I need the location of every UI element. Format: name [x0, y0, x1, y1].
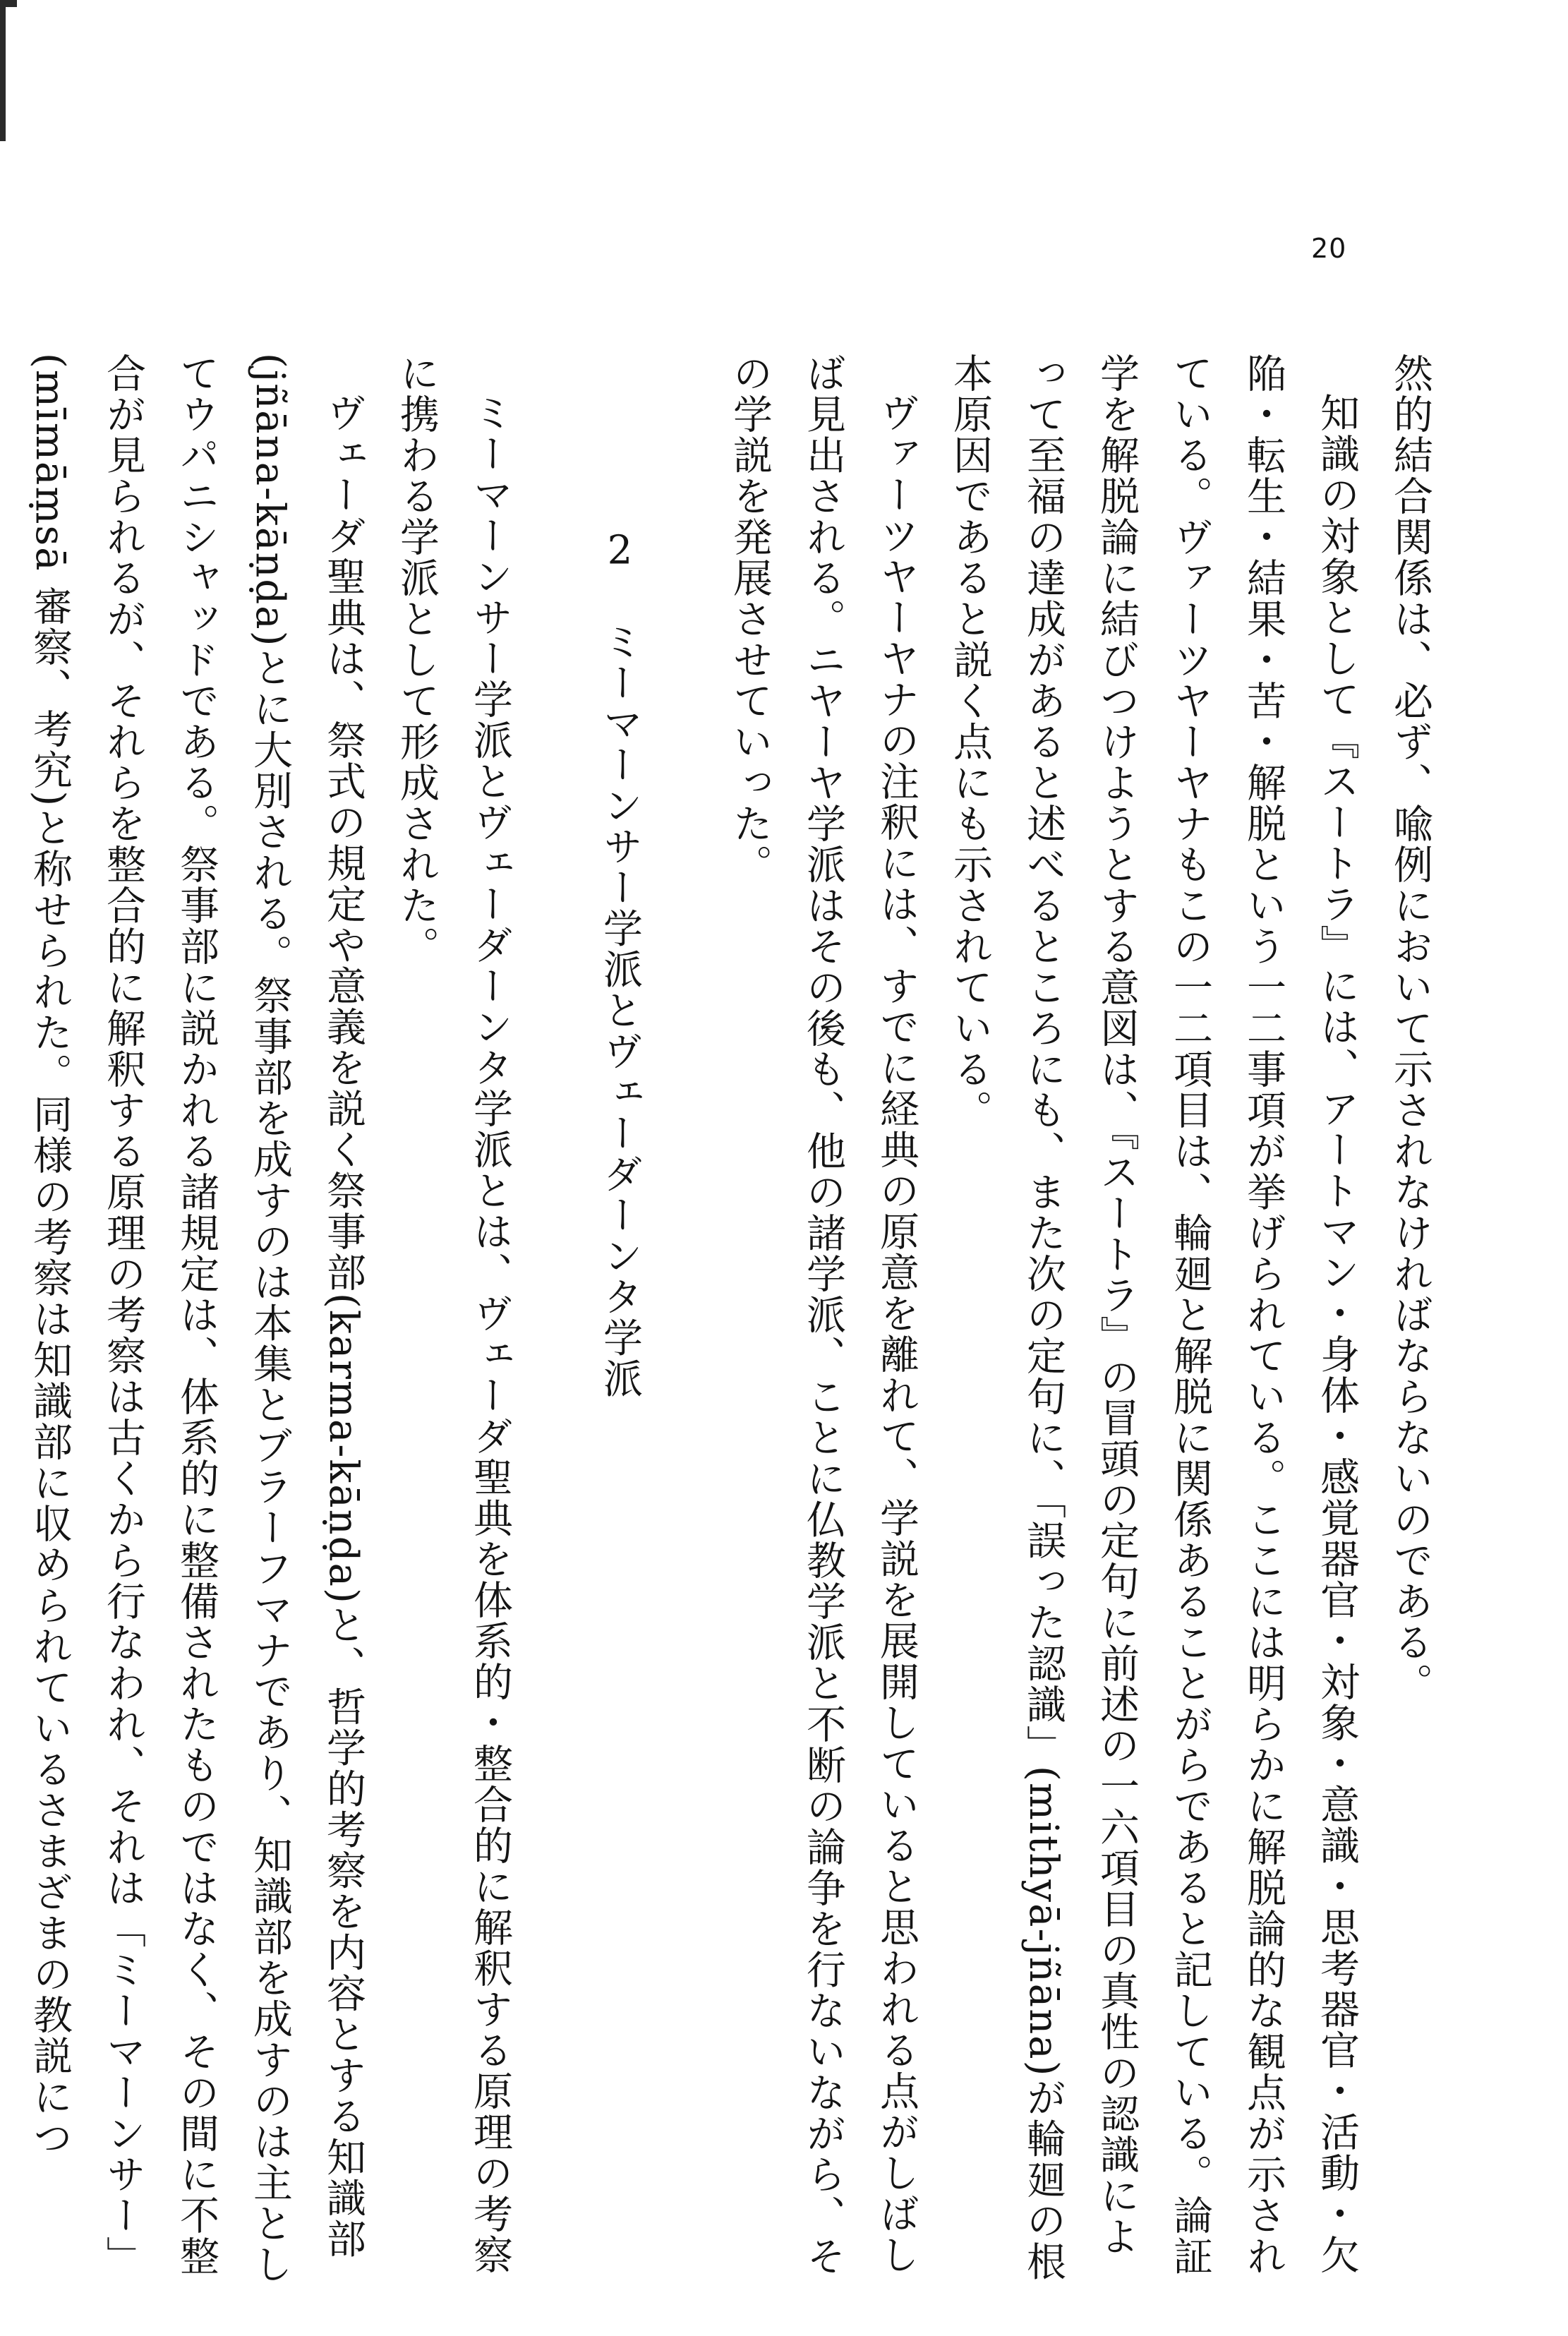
paragraph-section-intro: ミーマーンサー学派とヴェーダーンタ学派とは、ヴェーダ聖典を体系的・整合的に解釈する原理の考察に携わる学派として形成された。 — [394, 353, 513, 2275]
section-title: ミーマーンサー学派とヴェーダーンタ学派 — [597, 621, 643, 1399]
paragraph-vatsyayana-commentary: ヴァーツヤーヤナの注釈には、すでに経典の原意を離れて、学説を展開していると思われる点がしばしば見出される。ニヤーヤ学派はその後も、他の諸学派、ことに仏教学派と不断の論争を行ないながら、その学説を発展させていった。 — [727, 353, 919, 2277]
section-number: 2 — [607, 531, 633, 570]
page-edge-mark — [0, 0, 6, 141]
section-heading — [583, 353, 656, 2294]
page-number: 20 — [1311, 233, 1347, 264]
paragraph-continuation: 然的結合関係は、必ず、喩例において示されなければならないのである。 — [1387, 353, 1433, 1704]
paragraph-knowledge-objects: 知識の対象として『スートラ』には、アートマン・身体・感覚器官・対象・意識・思考器官・活動・欠陥・転生・結果・苦・解脱という一二事項が挙げられている。ここには明らかに解脱論的な観点が示されている。ヴァーツヤーヤナもこの一二項目は、輪廻と解脱に関係あることがらであると記している。論証学を解脱論に結びつけようとする意図は、『スートラ』の冒頭の定句に前述の一六項目の真性の認識によって至福の達成があると述べるところにも、また次の定句に、「誤った認識」(mithyā-jñāna)が輪廻の根本原因であると説く点にも示されている。 — [947, 353, 1360, 2282]
page-edge-corner — [0, 0, 17, 7]
paragraph-veda-division: ヴェーダ聖典は、祭式の規定や意義を説く祭事部(karma-kāṇḍa)と、哲学的考察を内容とする知識部(jñāna-kāṇḍa)とに大別される。祭事部を成すのは本集とブラーフマナであり、知識部を成すのは主としてウパニシャッドである。祭事部に説かれる諸規定は、体系的に整備されたものではなく、その間に不整合が見られるが、それらを整合的に解釈する原理の考察は古くから行なわれ、それは「ミーマーンサー」(mīmāṃsā 審察、考究)と称せられた。同様の考察は知識部に収められているさまざまの教説につ — [27, 353, 366, 2285]
vertical-text-body — [27, 353, 1447, 2294]
